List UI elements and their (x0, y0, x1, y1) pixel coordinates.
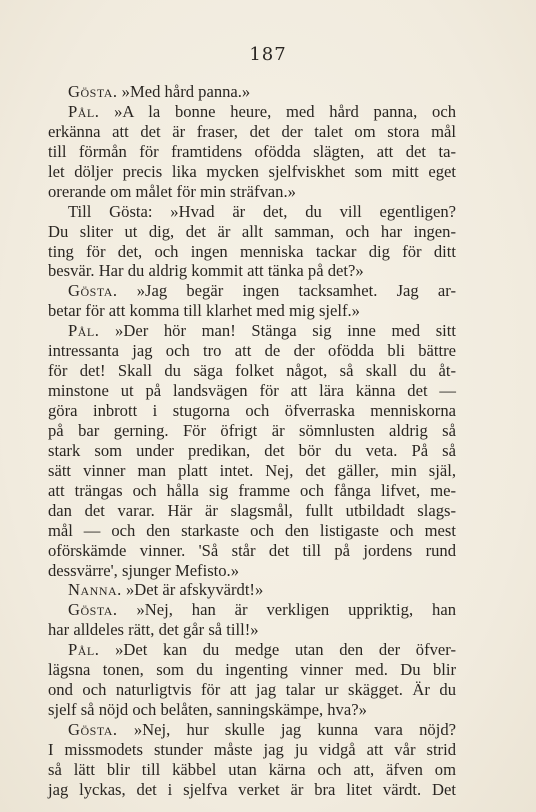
text-line (48, 640, 456, 660)
line-text: orerande om målet för min sträfvan.» (48, 181, 296, 201)
line-text: besvär. Har du aldrig kommit att tänka på det?» (48, 261, 364, 281)
line-text: »A la bonne heure, med hård panna, och (114, 101, 456, 121)
line-text: »Jag begär ingen tacksamhet. Jag ar- (136, 281, 456, 301)
line-text: dessvärre', sjunger Mefisto.» (48, 560, 240, 580)
text-line (48, 441, 456, 461)
text-line (48, 720, 456, 740)
line-text: »Nej, han är verkligen uppriktig, han (136, 600, 456, 620)
text-line (48, 381, 456, 401)
text-line (48, 301, 456, 321)
speaker-name: Pål. (68, 101, 100, 121)
speaker-name: Nanna. (68, 580, 122, 600)
text-line (48, 242, 456, 262)
line-text: betar för att komma till klarhet med mig sjelf.» (48, 301, 360, 321)
text-line (48, 401, 456, 421)
line-text: ond och naturligtvis för att jag talar ur skägget. Är du (48, 680, 456, 700)
line-text: sjelf så nöjd och belåten, sanningskämpe, hva?» (48, 700, 367, 720)
line-text: erkänna att det är fraser, det der talet om stora mål (48, 121, 456, 141)
text-line (48, 461, 456, 481)
text-line (48, 780, 456, 800)
line-text: sätt vinner man platt intet. Nej, det gäller, min själ, (48, 460, 456, 480)
line-text: på bar gerning. För öfrigt är sömnlusten aldrig så (48, 420, 456, 440)
line-text: så lätt blir till käbbel utan kärna och att, äfven om (48, 759, 456, 779)
text-line (48, 760, 456, 780)
speaker-name: Gösta. (68, 720, 118, 739)
text-line (48, 162, 456, 182)
line-text: till förmån för framtidens ofödda slägten, att det ta- (48, 141, 456, 161)
speaker-name: Pål. (68, 640, 100, 660)
line-text: »Det kan du medge utan den der öfver- (115, 640, 457, 660)
text-line (48, 361, 456, 381)
line-text: Du sliter ut dig, det är allt samman, och har ingen- (48, 221, 456, 241)
text-line (48, 281, 456, 301)
text-line (48, 142, 456, 162)
speaker-name: Pål. (68, 321, 100, 341)
speaker-name: Gösta. (68, 281, 118, 301)
text-line (48, 521, 456, 541)
text-line (48, 620, 456, 640)
page-number: 187 (249, 44, 287, 65)
line-text: intressanta jag och tro att de der ofödda bli bättre (48, 341, 456, 361)
line-text: let döljer precis lika mycken sjelfviskhet som mitt eget (48, 161, 456, 181)
line-text: minstone ut på landsvägen för att lära känna det — (48, 381, 456, 401)
text-line (48, 341, 456, 361)
line-text: »Der hör man! Stänga sig inne med sitt (115, 321, 456, 341)
line-text: mål — och den starkaste och den listigaste och mest (48, 520, 456, 540)
text-line (48, 202, 456, 222)
line-text: att trängas och hålla sig framme och fånga lifvet, me- (48, 480, 456, 500)
line-text: »Med hård panna.» (121, 82, 251, 101)
text-line (48, 421, 456, 441)
text-line (48, 182, 456, 202)
text-line (48, 600, 456, 620)
text-line (48, 700, 456, 720)
text-line (48, 82, 456, 102)
text-line (48, 481, 456, 501)
line-text: Till Gösta: »Hvad är det, du vill egentligen? (68, 201, 456, 221)
speaker-name: Gösta. (68, 82, 118, 101)
line-text: »Nej, hur skulle jag kunna vara nöjd? (133, 720, 456, 739)
text-line (48, 541, 456, 561)
line-text: oförskämde vinner. 'Så står det till på jordens rund (48, 540, 456, 560)
line-text: stark som under predikan, det bör du veta. På så (48, 440, 456, 460)
text-line (48, 660, 456, 680)
text-line (48, 561, 456, 581)
text-line (48, 222, 456, 242)
speaker-name: Gösta. (68, 600, 118, 620)
line-text: ting för det, och ingen menniska tackar dig för ditt (48, 241, 456, 261)
text-line (48, 261, 456, 281)
text-line (48, 580, 456, 600)
text-line (48, 122, 456, 142)
line-text: »Det är afskyvärdt!» (125, 580, 264, 600)
text-line (48, 321, 456, 341)
line-text: lägsna tonen, som du ingenting vinner med. Du blir (48, 660, 456, 680)
line-text: har alldeles rätt, det går så till!» (48, 620, 259, 640)
text-line (48, 102, 456, 122)
line-text: dan det varar. Här är slagsmål, fullt utbildadt slags- (48, 500, 456, 520)
line-text: för det! Skall du säga folket något, så skall du åt- (48, 361, 456, 381)
text-line (48, 501, 456, 521)
line-text: göra inbrott i stugorna och öfverraska menniskorna (48, 401, 456, 420)
line-text: I missmodets stunder måste jag ju vidgå att vår strid (48, 739, 456, 759)
body-text (48, 82, 456, 800)
text-line (48, 680, 456, 700)
line-text: jag lyckas, det i sjelfva verket är bra litet värdt. Det (48, 779, 456, 799)
text-line (48, 740, 456, 760)
